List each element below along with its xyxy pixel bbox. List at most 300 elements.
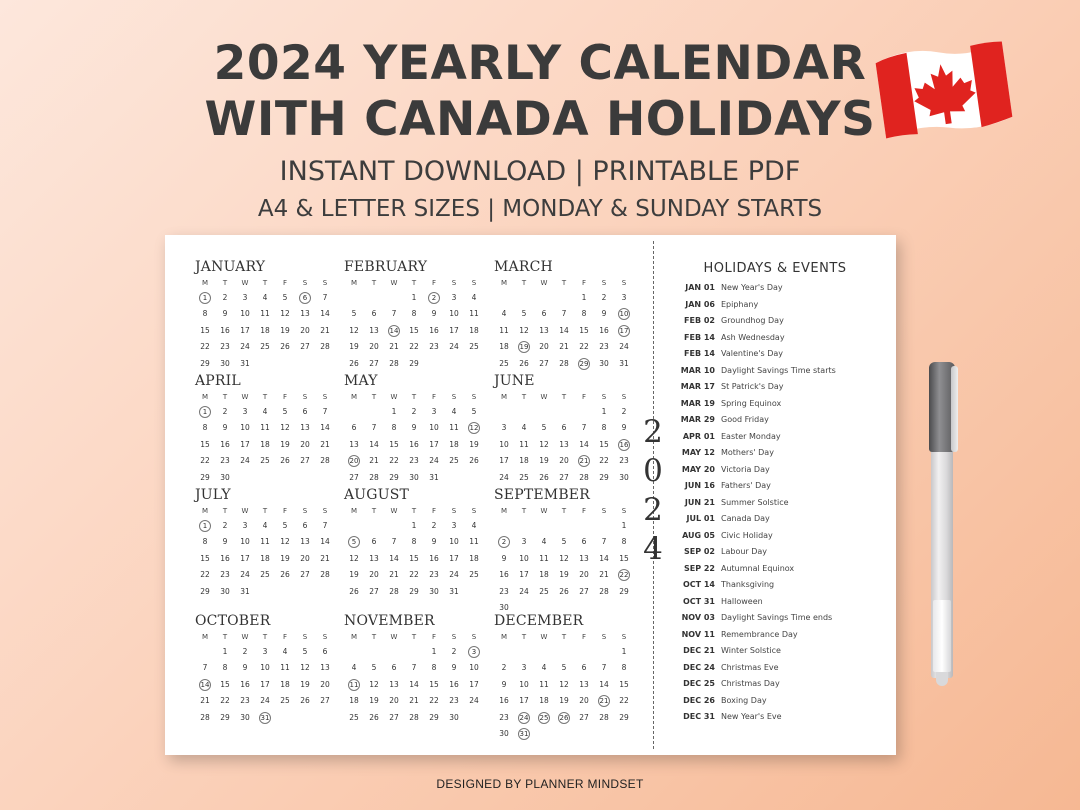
calendar-page — [165, 235, 896, 755]
day: 11 — [539, 679, 549, 689]
empty-cell — [514, 518, 534, 534]
holiday-date: FEB 14 — [684, 349, 715, 358]
day: 17 — [469, 679, 479, 689]
day: 28 — [320, 342, 330, 352]
holiday-name: Daylight Savings Time starts — [721, 365, 836, 375]
holiday-date: JUL 01 — [686, 514, 715, 523]
day: 11 — [280, 663, 290, 673]
day: 4 — [471, 521, 477, 530]
month-name: MAY — [344, 373, 378, 389]
day: 21 — [320, 325, 330, 335]
holiday-row — [673, 330, 888, 347]
day: 31 — [429, 472, 439, 482]
weekday-header: T — [262, 507, 268, 515]
day: 1 — [411, 521, 417, 530]
empty-cell — [364, 290, 384, 306]
weekday-header: T — [411, 393, 417, 401]
holiday-row — [673, 280, 888, 297]
day: 19 — [539, 456, 549, 466]
holiday-name: Spring Equinox — [721, 398, 782, 408]
holidays-title: HOLIDAYS & EVENTS — [703, 261, 847, 276]
day: 29 — [599, 472, 609, 482]
weekday-header: T — [561, 393, 567, 401]
weekday-header: W — [390, 279, 398, 287]
weekday-header: W — [390, 633, 398, 641]
subtitle-1: INSTANT DOWNLOAD | PRINTABLE PDF — [279, 156, 801, 187]
day: 21 — [320, 553, 330, 563]
weekday-header: T — [371, 633, 377, 641]
day: 1 — [621, 521, 627, 530]
weekday-header: T — [561, 507, 567, 515]
day: 23 — [220, 456, 230, 466]
empty-cell — [344, 290, 364, 306]
day: 26 — [559, 586, 569, 596]
holiday-row — [673, 429, 888, 446]
weekday-header: M — [500, 279, 508, 287]
month-may — [344, 373, 484, 486]
day: 24 — [240, 570, 250, 580]
weekday-header: M — [350, 279, 358, 287]
holiday-day: 20 — [349, 457, 359, 466]
month-march — [494, 259, 634, 372]
day-grid — [344, 277, 484, 372]
day: 19 — [349, 570, 359, 580]
holiday-name: Boxing Day — [721, 695, 767, 705]
day: 12 — [559, 553, 569, 563]
day: 30 — [220, 586, 230, 596]
day: 12 — [559, 679, 569, 689]
day: 28 — [579, 472, 589, 482]
weekday-header: T — [222, 279, 228, 287]
day: 20 — [369, 570, 379, 580]
month-july — [195, 487, 335, 600]
day: 20 — [369, 342, 379, 352]
day: 6 — [351, 423, 357, 433]
day: 16 — [449, 679, 459, 689]
day: 25 — [260, 456, 270, 466]
holiday-row — [673, 379, 888, 396]
day-grid — [494, 391, 634, 486]
day: 21 — [389, 342, 399, 352]
holiday-date: DEC 26 — [683, 695, 715, 705]
day: 15 — [409, 325, 419, 335]
day: 10 — [519, 679, 529, 689]
holiday-day: 31 — [519, 729, 529, 738]
holiday-row — [673, 709, 888, 726]
day: 12 — [280, 309, 290, 319]
holiday-row — [673, 313, 888, 330]
empty-cell — [195, 644, 215, 660]
empty-cell — [554, 644, 574, 660]
day: 3 — [431, 407, 437, 416]
day: 23 — [499, 712, 509, 722]
holiday-row — [673, 660, 888, 677]
holiday-name: St Patrick's Day — [721, 382, 784, 391]
holiday-row — [673, 396, 888, 413]
day: 24 — [449, 570, 459, 580]
day: 15 — [619, 679, 629, 689]
holiday-day: 21 — [599, 697, 609, 706]
empty-cell — [494, 404, 514, 420]
weekday-header: T — [262, 633, 268, 641]
day-grid — [195, 505, 335, 600]
day: 27 — [300, 456, 310, 466]
day: 1 — [431, 647, 437, 656]
empty-cell — [594, 518, 614, 534]
month-name: SEPTEMBER — [494, 487, 590, 503]
day: 21 — [200, 696, 210, 706]
day: 22 — [579, 342, 589, 352]
holiday-day: 1 — [195, 290, 215, 306]
empty-cell — [574, 404, 594, 420]
day: 5 — [561, 663, 567, 673]
holidays-list — [673, 280, 888, 726]
day: 24 — [499, 472, 509, 482]
day: 4 — [541, 663, 547, 673]
day: 27 — [389, 712, 399, 722]
day: 3 — [501, 423, 507, 433]
day: 12 — [539, 439, 549, 449]
weekday-header: S — [302, 633, 308, 641]
day: 21 — [409, 696, 419, 706]
day: 2 — [451, 647, 457, 656]
holiday-name: Halloween — [721, 596, 763, 606]
day: 28 — [599, 712, 609, 722]
day: 24 — [240, 342, 250, 352]
day: 22 — [429, 696, 439, 706]
day: 27 — [539, 358, 549, 368]
weekday-header: T — [521, 279, 527, 287]
holiday-date: MAY 12 — [681, 448, 715, 457]
holiday-row — [673, 676, 888, 693]
holiday-date: DEC 25 — [683, 679, 715, 688]
pen-grip — [933, 600, 951, 672]
weekday-header: S — [322, 393, 328, 401]
holiday-row — [673, 462, 888, 479]
year-digit: 0 — [643, 453, 663, 489]
day: 26 — [469, 456, 479, 466]
holiday-day: 12 — [469, 424, 479, 433]
day: 10 — [260, 663, 270, 673]
day: 12 — [349, 553, 359, 563]
day: 22 — [200, 342, 210, 352]
empty-cell — [364, 518, 384, 534]
empty-cell — [364, 644, 384, 660]
day: 22 — [599, 456, 609, 466]
day: 11 — [539, 553, 549, 563]
day: 15 — [389, 439, 399, 449]
day: 19 — [300, 679, 310, 689]
day: 25 — [469, 570, 479, 580]
day: 30 — [499, 602, 509, 612]
day: 18 — [469, 325, 479, 335]
day: 6 — [561, 423, 567, 433]
day: 19 — [559, 570, 569, 580]
day: 23 — [599, 342, 609, 352]
weekday-header: S — [601, 393, 607, 401]
day: 19 — [559, 696, 569, 706]
day: 20 — [579, 570, 589, 580]
day: 23 — [499, 586, 509, 596]
day: 16 — [499, 570, 509, 580]
holiday-row — [673, 643, 888, 660]
holiday-name: Fathers' Day — [721, 481, 771, 490]
month-september — [494, 487, 634, 616]
day: 18 — [499, 342, 509, 352]
day: 29 — [429, 712, 439, 722]
day: 5 — [351, 309, 357, 319]
holiday-name: New Year's Eve — [721, 712, 782, 721]
holiday-day: 10 — [619, 310, 629, 319]
day: 5 — [282, 521, 288, 530]
weekday-header: M — [500, 633, 508, 641]
day: 14 — [599, 553, 609, 563]
month-name: MARCH — [494, 259, 553, 275]
day: 3 — [262, 647, 268, 656]
day: 23 — [429, 570, 439, 580]
day: 5 — [371, 663, 377, 673]
day: 13 — [300, 423, 310, 433]
day: 30 — [599, 358, 609, 368]
month-name: JUNE — [494, 373, 535, 389]
weekday-header: S — [621, 393, 627, 401]
day: 26 — [519, 358, 529, 368]
pen-tip — [936, 672, 948, 686]
holiday-name: Civic Holiday — [721, 530, 773, 540]
pen-clip — [951, 366, 958, 452]
day: 16 — [429, 553, 439, 563]
weekday-header: S — [302, 507, 308, 515]
day: 30 — [449, 712, 459, 722]
day: 13 — [579, 679, 589, 689]
day: 17 — [260, 679, 270, 689]
day: 10 — [469, 663, 479, 673]
day: 31 — [619, 358, 629, 368]
day: 4 — [501, 309, 507, 319]
day: 22 — [200, 570, 210, 580]
holiday-name: Epiphany — [721, 299, 759, 309]
day-grid — [494, 277, 634, 372]
day: 14 — [320, 309, 330, 319]
holiday-row — [673, 297, 888, 314]
day: 14 — [320, 423, 330, 433]
holiday-name: Labour Day — [721, 547, 768, 556]
day: 28 — [389, 358, 399, 368]
day: 14 — [559, 325, 569, 335]
weekday-header: S — [451, 507, 457, 515]
day: 25 — [280, 696, 290, 706]
holiday-date: SEP 02 — [683, 547, 715, 556]
day: 29 — [409, 586, 419, 596]
day: 13 — [559, 439, 569, 449]
weekday-header: T — [222, 633, 228, 641]
day: 12 — [369, 679, 379, 689]
day: 20 — [579, 696, 589, 706]
day: 22 — [619, 696, 629, 706]
holiday-day: 19 — [519, 343, 529, 352]
day: 27 — [579, 586, 589, 596]
day: 16 — [240, 679, 250, 689]
holiday-row — [673, 610, 888, 627]
day: 20 — [300, 553, 310, 563]
weekday-header: T — [222, 507, 228, 515]
day: 12 — [349, 325, 359, 335]
empty-cell — [554, 404, 574, 420]
holiday-date: DEC 31 — [683, 712, 715, 721]
day: 21 — [369, 456, 379, 466]
day: 7 — [581, 423, 587, 433]
weekday-header: F — [431, 507, 437, 515]
holiday-name: Ash Wednesday — [721, 332, 785, 342]
holiday-row — [673, 495, 888, 512]
holiday-day: 14 — [389, 326, 399, 335]
holiday-day: 29 — [579, 359, 589, 368]
holiday-day: 1 — [195, 518, 215, 534]
weekday-header: T — [371, 279, 377, 287]
day: 23 — [220, 342, 230, 352]
day: 28 — [559, 358, 569, 368]
month-name: APRIL — [195, 373, 241, 389]
holiday-row — [673, 511, 888, 528]
holiday-name: Autumnal Equinox — [721, 563, 795, 573]
weekday-header: F — [581, 279, 587, 287]
holiday-name: Winter Solstice — [721, 646, 781, 655]
holiday-day: 24 — [519, 713, 529, 722]
holiday-date: MAR 29 — [680, 415, 715, 424]
holiday-row — [673, 528, 888, 545]
day: 19 — [349, 342, 359, 352]
holiday-name: Mothers' Day — [721, 448, 774, 457]
weekday-header: W — [540, 507, 548, 515]
day: 30 — [240, 712, 250, 722]
day: 13 — [349, 439, 359, 449]
day: 1 — [621, 647, 627, 656]
day: 30 — [619, 472, 629, 482]
day: 8 — [202, 309, 208, 319]
day: 13 — [579, 553, 589, 563]
weekday-header: W — [241, 279, 249, 287]
holiday-day: 2 — [424, 290, 444, 306]
weekday-header: W — [241, 633, 249, 641]
day: 9 — [411, 423, 417, 433]
day: 22 — [389, 456, 399, 466]
day: 9 — [621, 423, 627, 433]
day: 7 — [561, 309, 567, 319]
day: 25 — [519, 472, 529, 482]
weekday-header: M — [350, 507, 358, 515]
title-line-2: WITH CANADA HOLIDAYS — [204, 92, 876, 147]
day-grid — [494, 505, 634, 616]
holiday-date: DEC 24 — [683, 662, 715, 672]
day: 15 — [409, 553, 419, 563]
day: 13 — [539, 325, 549, 335]
day: 7 — [322, 293, 328, 302]
day: 30 — [220, 358, 230, 368]
day: 25 — [499, 358, 509, 368]
day: 29 — [619, 712, 629, 722]
day: 9 — [431, 309, 437, 319]
day: 24 — [260, 696, 270, 706]
day: 4 — [262, 521, 268, 530]
empty-cell — [574, 518, 594, 534]
day: 29 — [619, 586, 629, 596]
weekday-header: S — [322, 279, 328, 287]
year-digit: 4 — [643, 531, 663, 567]
day: 6 — [371, 537, 377, 547]
weekday-header: W — [390, 507, 398, 515]
holiday-date: JAN 01 — [685, 283, 715, 292]
weekday-header: F — [581, 633, 587, 641]
day: 20 — [320, 679, 330, 689]
day: 8 — [391, 423, 397, 433]
weekday-header: W — [540, 393, 548, 401]
holiday-row — [673, 561, 888, 578]
day: 17 — [519, 696, 529, 706]
month-name: NOVEMBER — [344, 613, 435, 629]
day: 27 — [559, 472, 569, 482]
day: 19 — [280, 553, 290, 563]
weekday-header: M — [350, 393, 358, 401]
weekday-header: F — [581, 507, 587, 515]
holiday-day: 1 — [195, 404, 215, 420]
holiday-name: Good Friday — [721, 415, 769, 424]
day: 18 — [260, 553, 270, 563]
day: 7 — [371, 423, 377, 433]
day: 12 — [280, 537, 290, 547]
holiday-day: 3 — [464, 644, 484, 660]
day: 6 — [302, 407, 308, 416]
day: 16 — [429, 325, 439, 335]
day: 27 — [579, 712, 589, 722]
holiday-date: MAR 19 — [680, 398, 715, 408]
day: 20 — [559, 456, 569, 466]
canada-flag-icon — [868, 31, 1021, 150]
day: 2 — [621, 407, 627, 416]
weekday-header: S — [322, 507, 328, 515]
day: 7 — [322, 521, 328, 530]
weekday-header: S — [471, 393, 477, 401]
empty-cell — [594, 644, 614, 660]
month-december — [494, 613, 634, 742]
holiday-day: 14 — [200, 680, 210, 689]
weekday-header: T — [411, 507, 417, 515]
day: 12 — [280, 423, 290, 433]
weekday-header: S — [621, 633, 627, 641]
day: 4 — [351, 663, 357, 673]
day: 6 — [391, 663, 397, 673]
day: 4 — [471, 293, 477, 302]
day: 8 — [621, 537, 627, 547]
day: 29 — [409, 358, 419, 368]
holiday-date: NOV 11 — [681, 629, 715, 639]
day: 12 — [300, 663, 310, 673]
weekday-header: F — [431, 393, 437, 401]
day: 18 — [469, 553, 479, 563]
holiday-day: 2 — [494, 534, 514, 550]
day: 23 — [619, 456, 629, 466]
day: 11 — [449, 423, 459, 433]
day: 2 — [431, 521, 437, 530]
month-name: DECEMBER — [494, 613, 584, 629]
weekday-header: F — [282, 507, 288, 515]
holiday-name: Christmas Eve — [721, 662, 779, 672]
day: 6 — [581, 663, 587, 673]
day: 26 — [300, 696, 310, 706]
holiday-day: 11 — [349, 680, 359, 689]
empty-cell — [514, 404, 534, 420]
day: 27 — [369, 586, 379, 596]
weekday-header: M — [201, 633, 209, 641]
